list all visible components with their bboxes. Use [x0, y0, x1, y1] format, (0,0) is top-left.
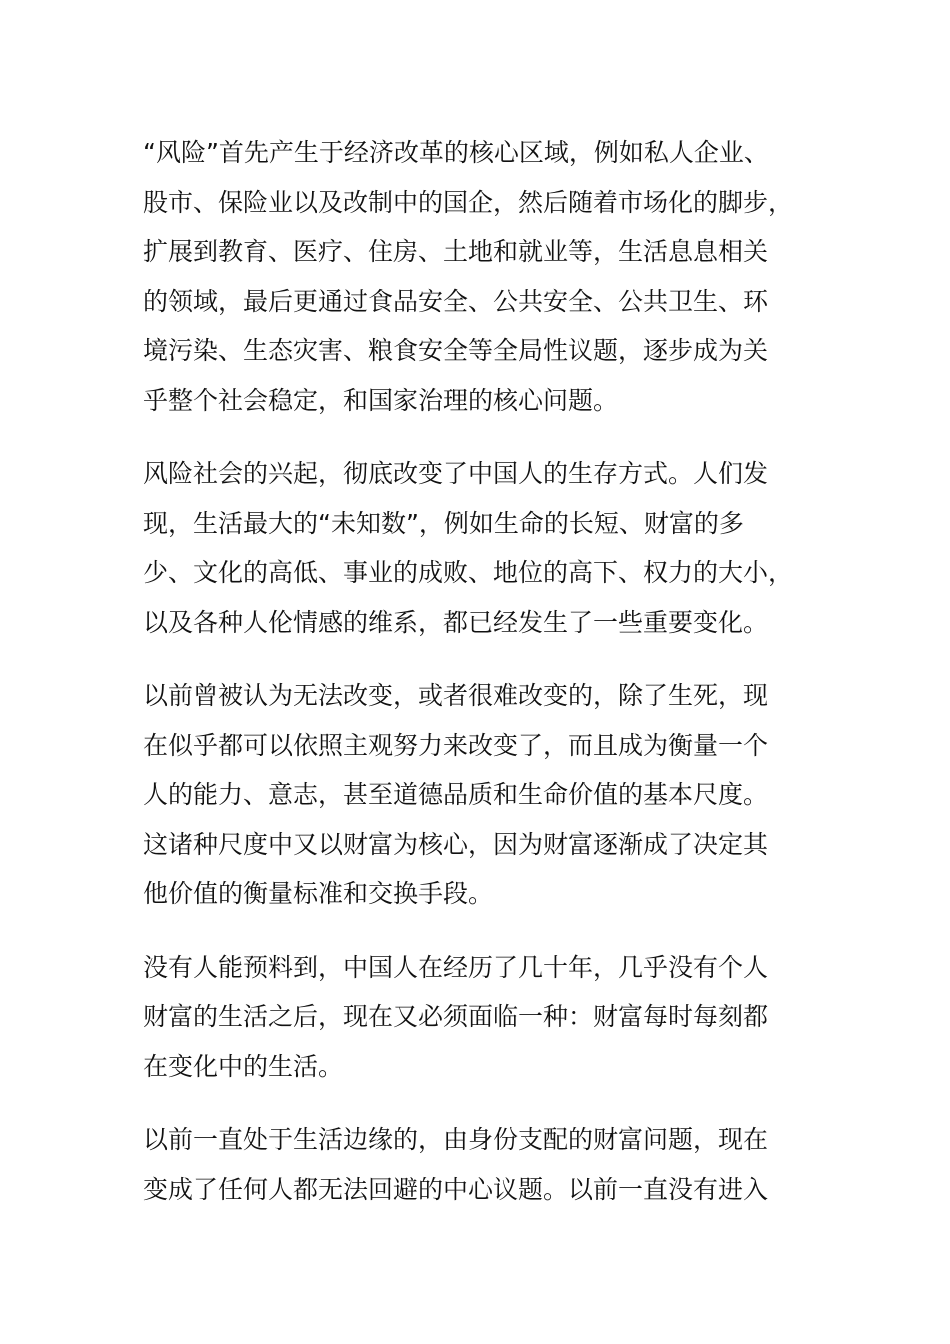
text-line: 变成了任何人都无法回避的中心议题。以前一直没有进入 — [143, 1174, 769, 1204]
paragraph — [143, 943, 808, 1092]
text-line: 乎整个社会稳定，和国家治理的核心问题。 — [143, 385, 619, 415]
text-line: 扩展到教育、医疗、住房、土地和就业等，生活息息相关 — [143, 237, 769, 266]
text-line: 在似乎都可以依照主观努力来改变了，而且成为衡量一个 — [143, 730, 769, 760]
document-body — [143, 128, 808, 1238]
text-line: 现，生活最大的“未知数”，例如生命的长短、财富的多 — [143, 508, 744, 538]
text-line: 以前曾被认为无法改变，或者很难改变的，除了生死，现 — [143, 681, 769, 710]
paragraph — [143, 671, 808, 919]
paragraph — [143, 128, 808, 425]
paragraph — [143, 1115, 808, 1214]
text-line: 财富的生活之后，现在又必须面临一种：财富每时每刻都 — [143, 1002, 769, 1031]
text-line: 在变化中的生活。 — [143, 1051, 344, 1081]
paragraph — [143, 449, 808, 647]
text-line: 境污染、生态灾害、粮食安全等全局性议题，逐步成为关 — [143, 336, 769, 365]
text-line: “风险”首先产生于经济改革的核心区域，例如私人企业、 — [143, 138, 769, 167]
text-line: 少、文化的高低、事业的成败、地位的高下、权力的大小， — [143, 558, 794, 587]
text-line: 以及各种人伦情感的维系，都已经发生了一些重要变化。 — [143, 607, 769, 637]
text-line: 以前一直处于生活边缘的，由身份支配的财富问题，现在 — [143, 1125, 769, 1154]
text-line: 这诸种尺度中又以财富为核心，因为财富逐渐成了决定其 — [143, 829, 769, 859]
text-line: 风险社会的兴起，彻底改变了中国人的生存方式。人们发 — [143, 459, 769, 488]
text-line: 他价值的衡量标准和交换手段。 — [143, 879, 494, 908]
text-line: 股市、保险业以及改制中的国企，然后随着市场化的脚步， — [143, 187, 794, 217]
text-line: 没有人能预料到，中国人在经历了几十年，几乎没有个人 — [143, 952, 769, 982]
text-line: 的领域，最后更通过食品安全、公共安全、公共卫生、环 — [143, 286, 769, 316]
text-line: 人的能力、意志，甚至道德品质和生命价值的基本尺度。 — [143, 780, 769, 809]
